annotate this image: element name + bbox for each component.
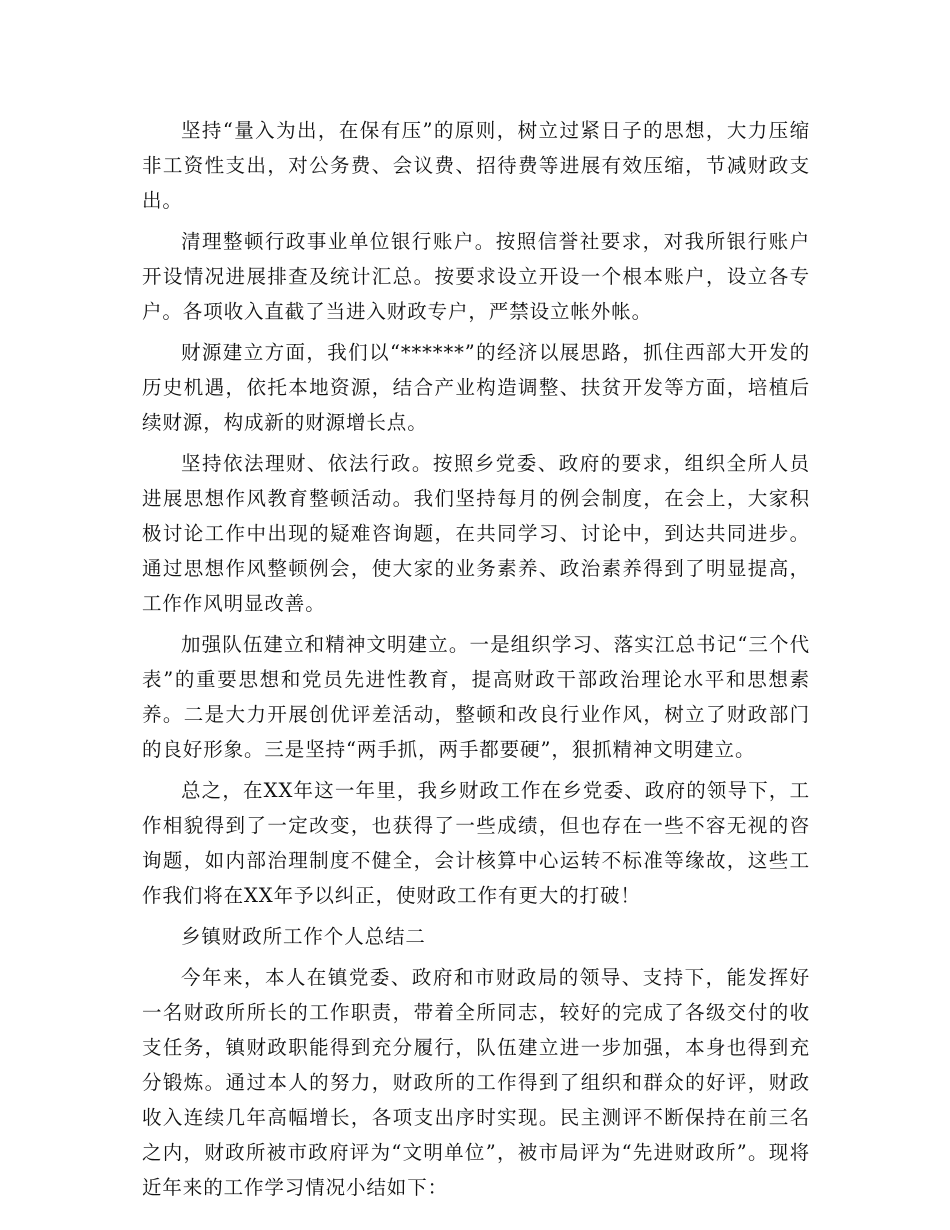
document-body <box>142 113 810 1211</box>
paragraph-conclusion: 总之，在XX年这一年里，我乡财政工作在乡党委、政府的领导下，工作相貌得到了一定改变，也获得了一些成绩，但也存在一些不容无视的咨询题，如内部治理制度不健全，会计核算中心运转不标准等缘故，这些工作我们将在XX年予以纠正，使财政工作有更大的打破！ <box>142 779 810 907</box>
paragraph-team-building: 加强队伍建立和精神文明建立。一是组织学习、落实江总书记“三个代表”的重要思想和党员先进性教育，提高财政干部政治理论水平和思想素养。二是大力开展创优评差活动，整顿和改良行业作风，树立了财政部门的良好形象。三是坚持“两手抓，两手都要硬”，狠抓精神文明建立。 <box>142 633 810 761</box>
paragraph-revenue-sources: 财源建立方面，我们以“******”的经济以展思路，抓住西部大开发的历史机遇，依托本地资源，结合产业构造调整、扶贫开发等方面，培植后续财源，构成新的财源增长点。 <box>142 341 810 434</box>
paragraph-bank-accounts: 清理整顿行政事业单位银行账户。按照信誉社要求，对我所银行账户开设情况进展排查及统计汇总。按要求设立开设一个根本账户，设立各专户。各项收入直截了当进入财政专户，严禁设立帐外帐。 <box>142 230 810 323</box>
paragraph-austerity: 坚持“量入为出，在保有压”的原则，树立过紧日子的思想，大力压缩非工资性支出，对公务费、会议费、招待费等进展有效压缩，节减财政支出。 <box>142 119 810 212</box>
section-heading: 乡镇财政所工作个人总结二 <box>181 925 426 948</box>
paragraph-summary-two-intro: 今年来，本人在镇党委、政府和市财政局的领导、支持下，能发挥好一名财政所所长的工作职责，带着全所同志，较好的完成了各级交付的收支任务，镇财政职能得到充分履行，队伍建立进一步加强，本身也得到充分锻炼。通过本人的努力，财政所的工作得到了组织和群众的好评，财政收入连续几年高幅增长，各项支出序时实现。民主测评不断保持在前三名之内，财政所被市政府评为“文明单位”，被市局评为“先进财政所”。现将近年来的工作学习情况小结如下： <box>142 966 810 1199</box>
paragraph-lawful-finance: 坚持依法理财、依法行政。按照乡党委、政府的要求，组织全所人员进展思想作风教育整顿活动。我们坚持每月的例会制度，在会上，大家积极讨论工作中出现的疑难咨询题，在共同学习、讨论中，到达共同进步。通过思想作风整顿例会，使大家的业务素养、政治素养得到了明显提高，工作作风明显改善。 <box>142 452 810 615</box>
